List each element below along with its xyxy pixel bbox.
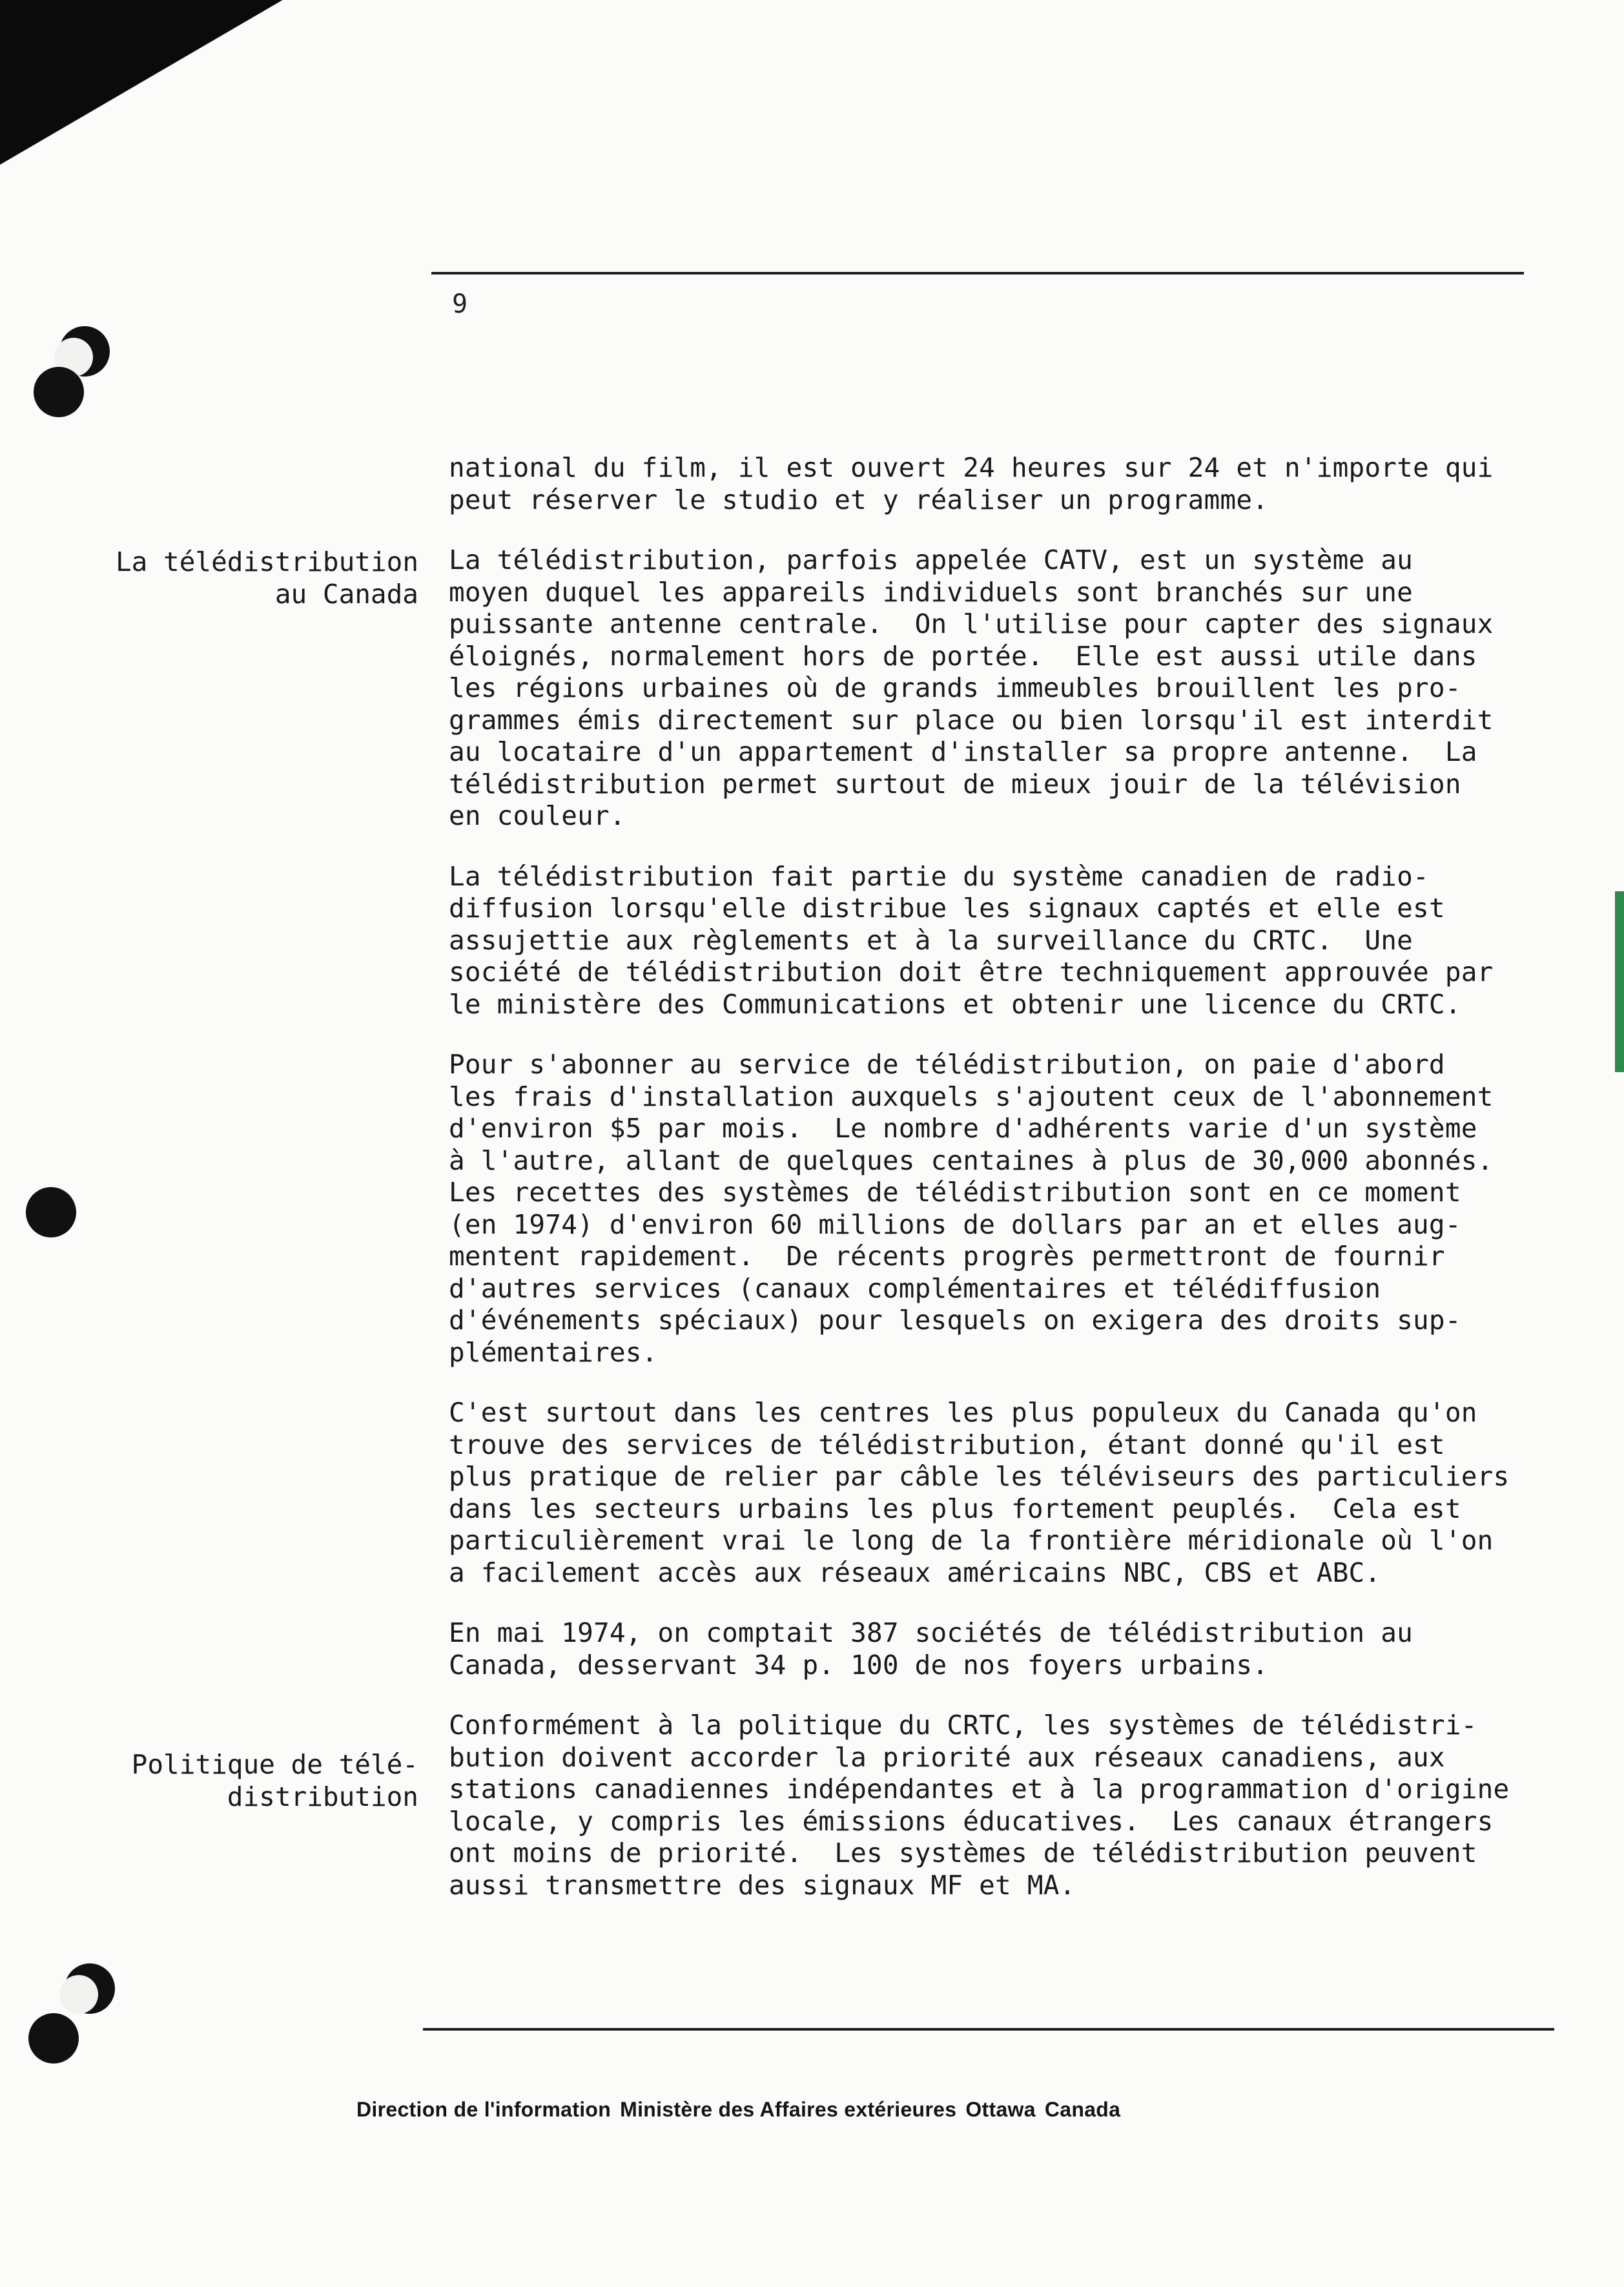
punch-hole (26, 1187, 76, 1237)
punch-hole (65, 1963, 115, 2014)
paragraph: Conformément à la politique du CRTC, les systèmes de télédistri- bution doivent accorder la priorité aux réseaux canadiens, aux stations canadiennes indépendantes et à la programmation d'origine locale, y compris les émissions éducatives. Les canaux étrangers ont moins de priorité. Les systèmes de télédistribution peuvent aussi transmettre des signaux MF et MA. (449, 1710, 1510, 1901)
page-number: 9 (452, 289, 468, 319)
paragraph: En mai 1974, on comptait 387 sociétés de télédistribution au Canada, desservant 34 p. 100 de nos foyers urbains. (449, 1617, 1413, 1681)
footer-city: Ottawa (965, 2098, 1036, 2121)
paragraph: C'est surtout dans les centres les plus populeux du Canada qu'on trouve des services de télédistribution, étant donné qu'il est plus pratique de relier par câble les téléviseurs des particuliers dans les secteurs urbains les plus fortement peuplés. Cela est particulièrement vrai le long de la frontière méridionale où l'on a facilement accès aux réseaux américains NBC, CBS et ABC. (449, 1397, 1510, 1588)
sidebar-heading-cable-policy: Politique de télé- distribution (131, 1749, 418, 1812)
top-rule (431, 272, 1524, 274)
footer-department: Direction de l'information (356, 2098, 612, 2121)
sidebar-heading-cable-in-canada: La télédistribution au Canada (116, 546, 418, 610)
paragraph: Pour s'abonner au service de télédistribution, on paie d'abord les frais d'installation auxquels s'ajoutent ceux de l'abonnement d'environ $5 par mois. Le nombre d'adhérents varie d'un système à l'autre, allant de quelques centaines à plus de 30,000 abonnés. Les recettes des systèmes de télédistribution sont en ce moment (en 1974) d'environ 60 millions de dollars par an et elles aug- mentent rapidement. De récents progrès permettront de fournir d'autres services (canaux complémentaires et télédiffusion d'événements spéciaux) pour lesquels on exigera des droits sup- plémentaires. (449, 1049, 1494, 1368)
paragraph: La télédistribution fait partie du système canadien de radio- diffusion lorsqu'elle distribue les signaux captés et elle est assujettie aux règlements et à la surveillance du CRTC. Une société de télédistribution doit être techniquement approuvée par le ministère des Communications et obtenir une licence du CRTC. (449, 860, 1494, 1020)
paragraph: La télédistribution, parfois appelée CATV, est un système au moyen duquel les appareils individuels sont branchés sur une puissante antenne centrale. On l'utilise pour capter des signaux éloignés, normalement hors de portée. Elle est aussi utile dans les régions urbaines où de grands immeubles brouillent les pro- grammes émis directement sur place ou bien lorsqu'il est interdit au locataire d'un appartement d'installer sa propre antenne. La télédistribution permet surtout de mieux jouir de la télévision en couleur. (449, 544, 1494, 831)
body-text (449, 452, 1534, 1930)
footer (356, 2098, 1129, 2122)
punch-hole (28, 2013, 79, 2064)
paragraph: national du film, il est ouvert 24 heures sur 24 et n'importe qui peut réserver le studio et y réaliser un programme. (449, 452, 1494, 515)
footer-ministry: Ministère des Affaires extérieures (620, 2098, 957, 2121)
bottom-rule (423, 2028, 1554, 2031)
green-page-edge (1615, 891, 1624, 1072)
punch-hole (34, 367, 84, 417)
footer-country: Canada (1044, 2098, 1121, 2121)
